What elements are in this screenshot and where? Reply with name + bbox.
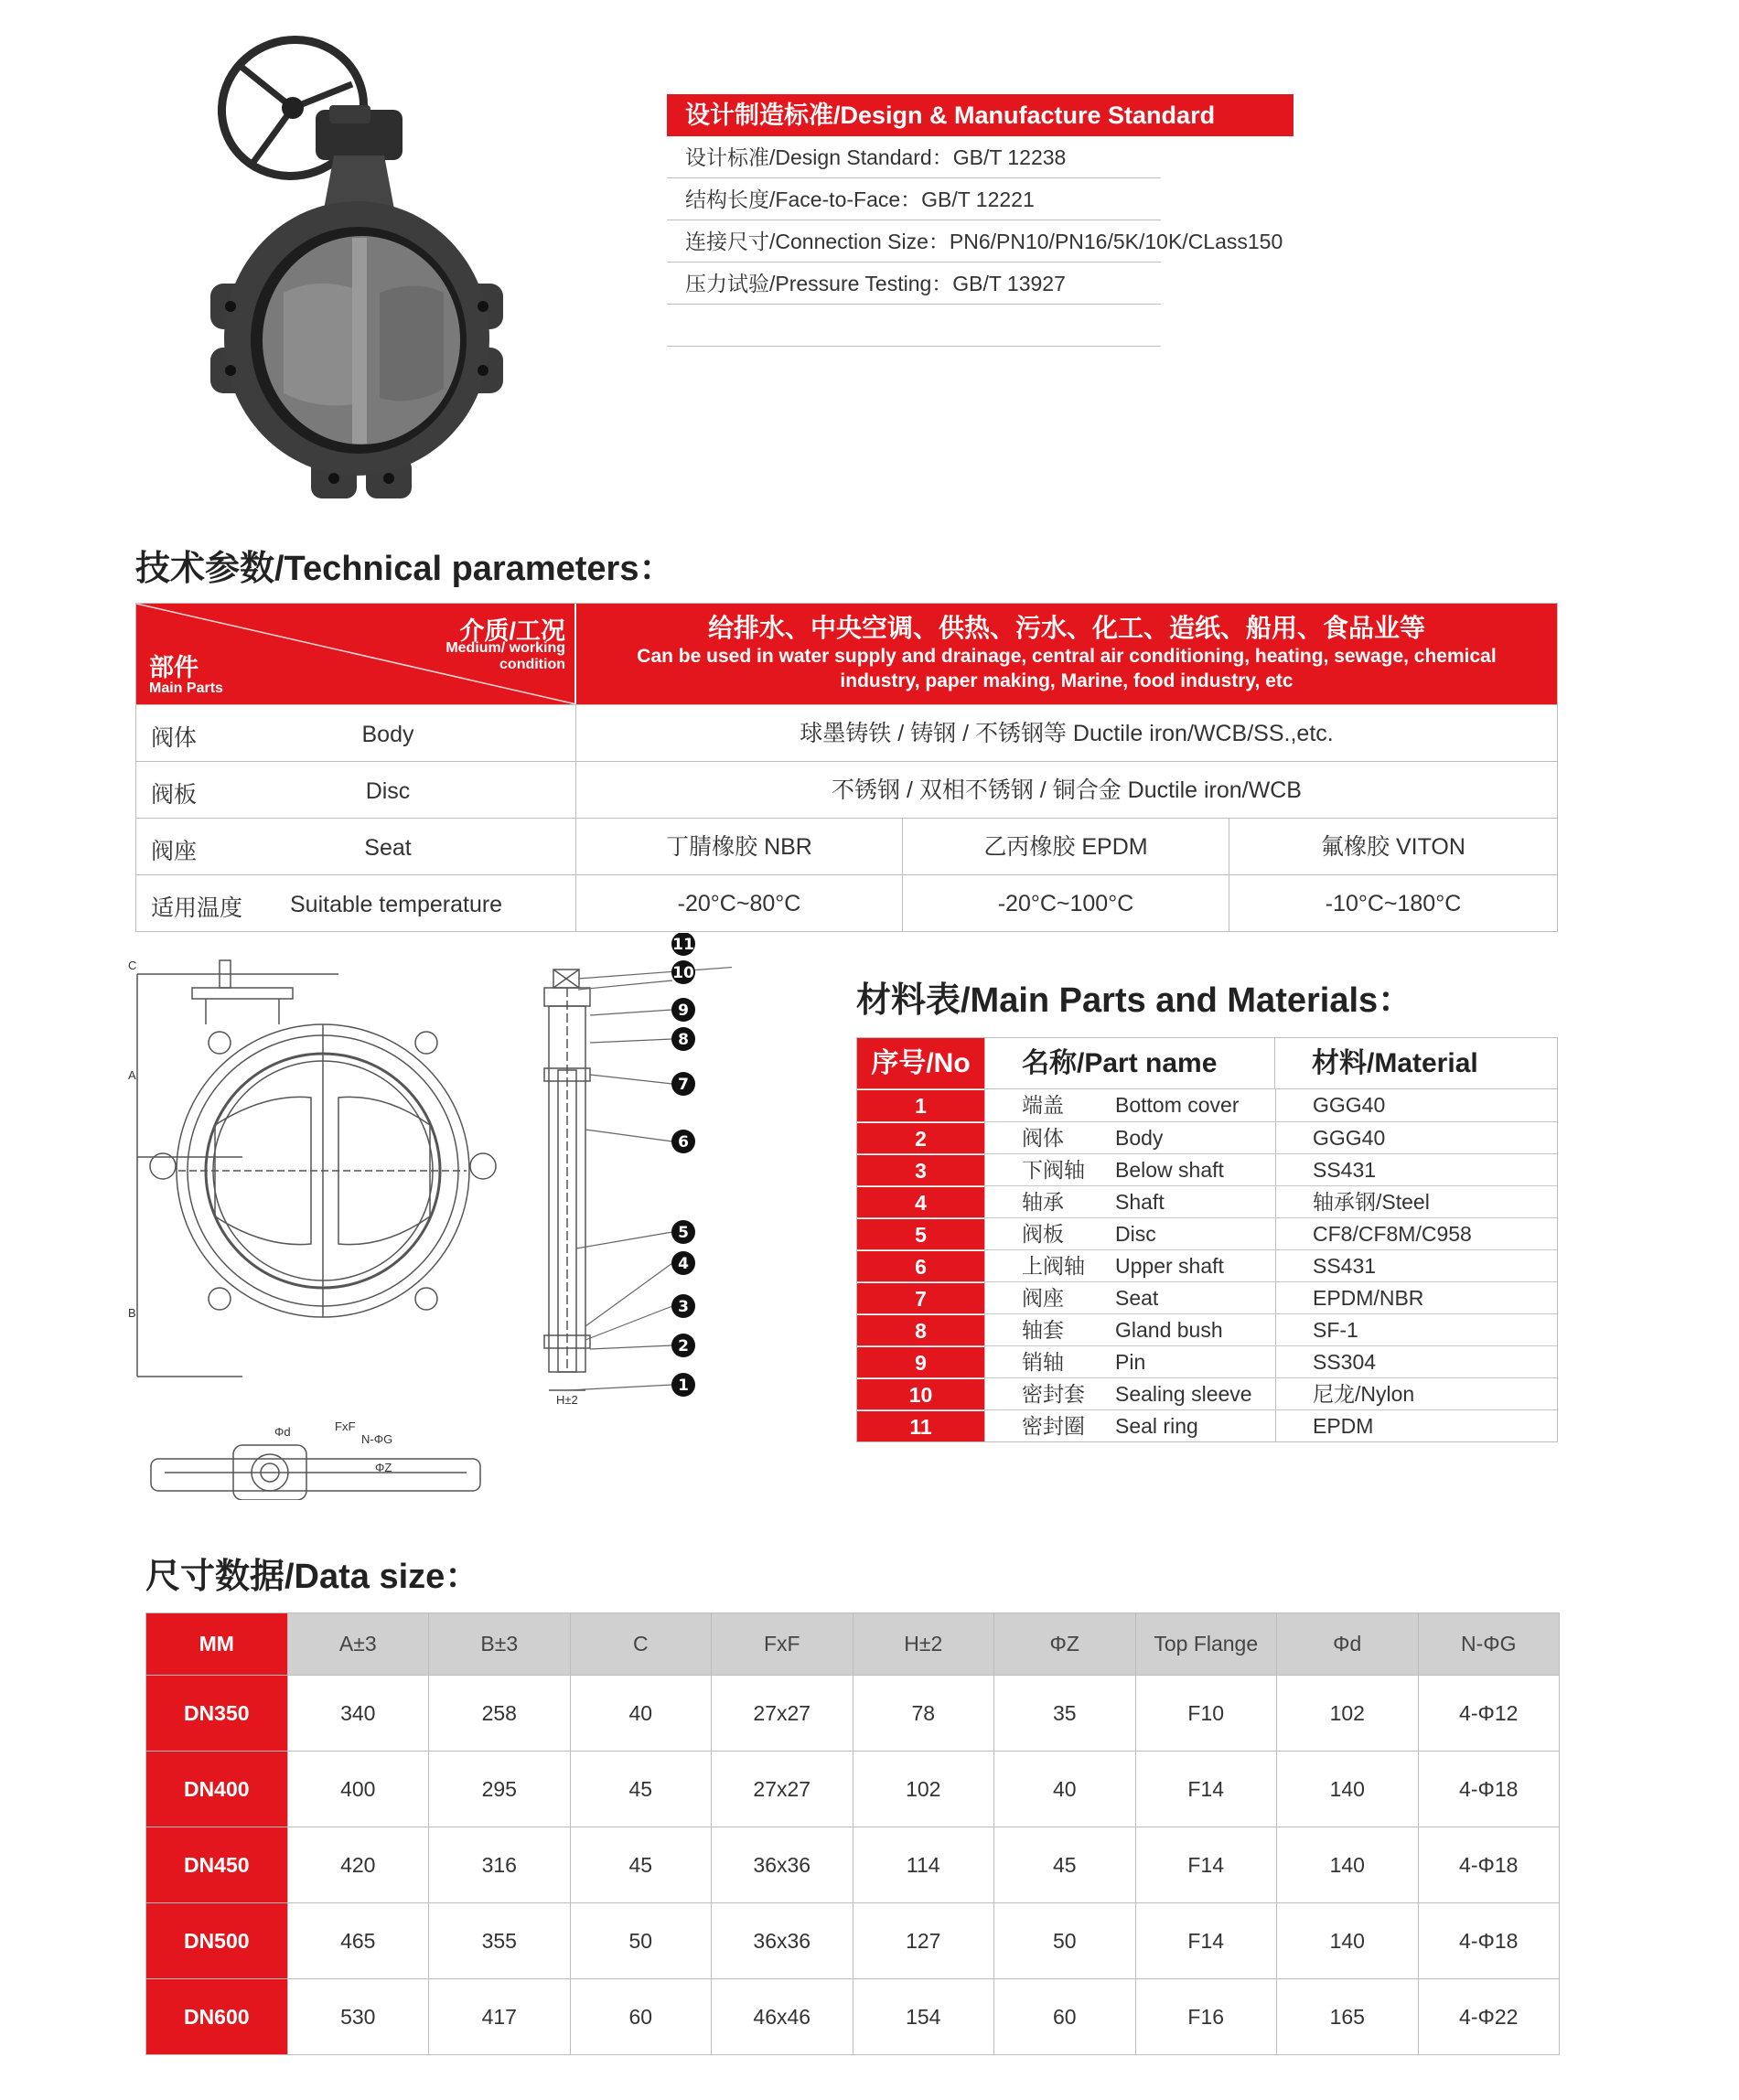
dim-label-a: A bbox=[128, 1068, 136, 1082]
svg-text:11: 11 bbox=[672, 936, 694, 954]
part-name-en: Upper shaft bbox=[1115, 1254, 1224, 1278]
part-en: Body bbox=[361, 722, 414, 747]
part-name-en: Gland bush bbox=[1115, 1318, 1223, 1342]
dim-label-phid: Φd bbox=[274, 1425, 291, 1439]
header-part-name: 名称/Part name bbox=[984, 1038, 1274, 1088]
size-cell: F10 bbox=[1135, 1676, 1277, 1752]
seat-nbr: 丁腈橡胶 NBR bbox=[576, 819, 903, 874]
header-mm: MM bbox=[146, 1613, 288, 1676]
medium-label-cn: 介质/工况 bbox=[459, 617, 565, 645]
technical-parameters-heading: 技术参数/Technical parameters： bbox=[135, 550, 674, 588]
engineering-drawings bbox=[128, 933, 732, 1500]
header-ng: N-ΦG bbox=[1418, 1613, 1560, 1676]
size-cell: 165 bbox=[1277, 1979, 1419, 2055]
valve-body bbox=[210, 201, 503, 498]
tech-row-temperature bbox=[136, 874, 1557, 931]
face-to-face-row: 结构长度/Face-to-Face：GB/T 12221 bbox=[667, 178, 1161, 220]
part-no: 10 bbox=[857, 1378, 984, 1409]
size-cell: 40 bbox=[570, 1676, 712, 1752]
svg-text:2: 2 bbox=[678, 1337, 689, 1355]
connection-size-row: 连接尺寸/Connection Size：PN6/PN10/PN16/5K/10K/CLass150 bbox=[667, 220, 1161, 262]
svg-text:7: 7 bbox=[678, 1076, 689, 1094]
part-cn: 阀体 bbox=[151, 725, 198, 751]
dim-label-b: B bbox=[128, 1306, 136, 1320]
size-cell: 102 bbox=[853, 1752, 994, 1827]
size-cell: 295 bbox=[429, 1752, 571, 1827]
side-view-drawing bbox=[544, 970, 590, 1390]
size-cell: F14 bbox=[1135, 1752, 1277, 1827]
front-view-drawing bbox=[137, 960, 496, 1377]
part-no: 8 bbox=[857, 1314, 984, 1345]
table-row bbox=[857, 1121, 1557, 1153]
body-material: 球墨铸铁 / 铸钢 / 不锈钢等 Ductile iron/WCB/SS.,etc. bbox=[800, 721, 1334, 746]
size-table-header bbox=[146, 1613, 1560, 1676]
tech-row-disc bbox=[136, 761, 1557, 818]
part-material: EPDM bbox=[1275, 1410, 1557, 1441]
part-name-en: Seat bbox=[1115, 1286, 1159, 1310]
part-material: GGG40 bbox=[1275, 1122, 1557, 1153]
table-row bbox=[857, 1089, 1557, 1121]
size-cell: 36x36 bbox=[712, 1903, 853, 1979]
part-cn: 阀座 bbox=[151, 839, 198, 864]
part-name-en: Bottom cover bbox=[1115, 1093, 1240, 1117]
size-cell: 4-Φ18 bbox=[1418, 1827, 1560, 1903]
dim-label-fxf: FxF bbox=[335, 1420, 356, 1433]
size-cell: 4-Φ12 bbox=[1418, 1676, 1560, 1752]
tech-header-corner bbox=[136, 604, 576, 704]
callout-5 bbox=[671, 1220, 695, 1244]
size-dn: DN500 bbox=[146, 1903, 288, 1979]
size-cell: 417 bbox=[429, 1979, 571, 2055]
part-name-en: Seal ring bbox=[1115, 1414, 1198, 1438]
part-no: 6 bbox=[857, 1250, 984, 1281]
size-cell: 465 bbox=[287, 1903, 429, 1979]
design-standard-block bbox=[667, 94, 1294, 347]
part-name-en: Pin bbox=[1115, 1350, 1146, 1374]
part-no: 1 bbox=[857, 1089, 984, 1121]
part-no: 2 bbox=[857, 1122, 984, 1153]
svg-text:1: 1 bbox=[678, 1377, 689, 1395]
application-header bbox=[576, 604, 1557, 704]
application-en: Can be used in water supply and drainage, central air conditioning, heating, sewage, chemical industry, paper making, Marine, food industry, etc bbox=[637, 646, 1497, 691]
size-cell: 154 bbox=[853, 1979, 994, 2055]
size-cell: 78 bbox=[853, 1676, 994, 1752]
svg-text:6: 6 bbox=[678, 1133, 689, 1152]
svg-text:10: 10 bbox=[672, 964, 694, 982]
part-material: 尼龙/Nylon bbox=[1275, 1378, 1557, 1409]
table-row bbox=[857, 1313, 1557, 1345]
callout-3 bbox=[671, 1294, 695, 1318]
svg-text:8: 8 bbox=[678, 1031, 689, 1049]
part-name-cn: 下阀轴 bbox=[984, 1154, 1115, 1185]
part-name-en: Shaft bbox=[1115, 1190, 1165, 1214]
standard-blank-row bbox=[667, 305, 1161, 347]
part-cn: 适用温度 bbox=[151, 895, 243, 921]
dim-label-phiz-text: ΦZ bbox=[375, 1461, 392, 1474]
part-material: SS431 bbox=[1275, 1154, 1557, 1185]
medium-label-en: Medium/ working condition bbox=[445, 640, 565, 672]
part-material: 轴承钢/Steel bbox=[1275, 1186, 1557, 1217]
size-cell: 355 bbox=[429, 1903, 571, 1979]
part-no: 11 bbox=[857, 1410, 984, 1441]
size-cell: 50 bbox=[570, 1903, 712, 1979]
callout-2 bbox=[671, 1334, 695, 1357]
size-cell: 316 bbox=[429, 1827, 571, 1903]
parts-table-body bbox=[857, 1089, 1557, 1441]
data-size-table bbox=[145, 1612, 1560, 2055]
svg-text:9: 9 bbox=[678, 1002, 689, 1020]
size-cell: 36x36 bbox=[712, 1827, 853, 1903]
size-dn: DN600 bbox=[146, 1979, 288, 2055]
butterfly-valve-photo bbox=[183, 18, 531, 512]
technical-parameters-table bbox=[135, 603, 1558, 932]
size-cell: 46x46 bbox=[712, 1979, 853, 2055]
callout-11 bbox=[671, 933, 695, 956]
size-cell: 60 bbox=[994, 1979, 1136, 2055]
size-cell: 4-Φ18 bbox=[1418, 1752, 1560, 1827]
callout-7 bbox=[671, 1072, 695, 1096]
size-cell: 400 bbox=[287, 1752, 429, 1827]
tech-row-seat bbox=[136, 818, 1557, 874]
size-cell: 340 bbox=[287, 1676, 429, 1752]
size-cell: 140 bbox=[1277, 1752, 1419, 1827]
size-cell: 127 bbox=[853, 1903, 994, 1979]
part-material: SS431 bbox=[1275, 1250, 1557, 1281]
size-cell: 530 bbox=[287, 1979, 429, 2055]
part-name-cn: 端盖 bbox=[984, 1089, 1115, 1121]
header-b: B±3 bbox=[429, 1613, 571, 1676]
size-cell: 102 bbox=[1277, 1676, 1419, 1752]
size-dn: DN400 bbox=[146, 1752, 288, 1827]
dim-label-h: H±2 bbox=[556, 1393, 578, 1407]
size-cell: 4-Φ22 bbox=[1418, 1979, 1560, 2055]
table-row bbox=[146, 1752, 1560, 1827]
header-h: H±2 bbox=[853, 1613, 994, 1676]
table-row bbox=[857, 1185, 1557, 1217]
dim-label-c: C bbox=[128, 959, 137, 972]
parts-label-cn: 部件 bbox=[149, 654, 199, 681]
table-row bbox=[857, 1409, 1557, 1441]
svg-text:5: 5 bbox=[678, 1224, 689, 1242]
part-name-en: Below shaft bbox=[1115, 1158, 1224, 1182]
size-cell: 4-Φ18 bbox=[1418, 1903, 1560, 1979]
part-name-cn: 阀体 bbox=[984, 1122, 1115, 1153]
part-no: 4 bbox=[857, 1186, 984, 1217]
table-row bbox=[146, 1676, 1560, 1752]
size-cell: F14 bbox=[1135, 1827, 1277, 1903]
svg-text:4: 4 bbox=[678, 1255, 689, 1273]
size-cell: 420 bbox=[287, 1827, 429, 1903]
size-cell: 114 bbox=[853, 1827, 994, 1903]
disc-material: 不锈钢 / 双相不锈钢 / 铜合金 Ductile iron/WCB bbox=[832, 777, 1302, 803]
parts-label-en: Main Parts bbox=[149, 680, 223, 696]
part-en: Suitable temperature bbox=[290, 892, 503, 917]
part-name-cn: 轴承 bbox=[984, 1186, 1115, 1217]
table-row bbox=[146, 1979, 1560, 2055]
header-fxf: FxF bbox=[712, 1613, 853, 1676]
part-material: SF-1 bbox=[1275, 1314, 1557, 1345]
part-material: SS304 bbox=[1275, 1346, 1557, 1377]
callout-8 bbox=[671, 1027, 695, 1051]
header-top-flange: Top Flange bbox=[1135, 1613, 1277, 1676]
temp-epdm: -20°C~100°C bbox=[903, 875, 1229, 931]
size-cell: F16 bbox=[1135, 1979, 1277, 2055]
part-no: 5 bbox=[857, 1218, 984, 1249]
part-name-en: Body bbox=[1115, 1126, 1164, 1150]
seat-viton: 氟橡胶 VITON bbox=[1321, 834, 1465, 860]
part-name-en: Disc bbox=[1115, 1222, 1156, 1246]
size-cell: 27x27 bbox=[712, 1676, 853, 1752]
callout-1 bbox=[671, 1373, 695, 1397]
top-view-drawing bbox=[151, 1445, 480, 1500]
data-size-heading: 尺寸数据/Data size： bbox=[145, 1558, 480, 1596]
header-phiz: ΦZ bbox=[994, 1613, 1136, 1676]
part-no: 9 bbox=[857, 1346, 984, 1377]
part-name-cn: 密封圈 bbox=[984, 1410, 1115, 1441]
size-cell: 45 bbox=[570, 1827, 712, 1903]
size-cell: 50 bbox=[994, 1903, 1136, 1979]
temp-viton: -10°C~180°C bbox=[1325, 891, 1462, 916]
temp-nbr: -20°C~80°C bbox=[576, 875, 903, 931]
header-c: C bbox=[570, 1613, 712, 1676]
size-cell: 45 bbox=[570, 1752, 712, 1827]
size-cell: 140 bbox=[1277, 1903, 1419, 1979]
part-no: 3 bbox=[857, 1154, 984, 1185]
table-row bbox=[857, 1249, 1557, 1281]
part-material: CF8/CF8M/C958 bbox=[1275, 1218, 1557, 1249]
callout-9 bbox=[671, 998, 695, 1022]
header-no: 序号/No bbox=[857, 1038, 984, 1088]
header-phid: Φd bbox=[1277, 1613, 1419, 1676]
size-dn: DN450 bbox=[146, 1827, 288, 1903]
part-material: EPDM/NBR bbox=[1275, 1282, 1557, 1313]
size-cell: 60 bbox=[570, 1979, 712, 2055]
header-material: 材料/Material bbox=[1274, 1038, 1557, 1088]
parts-materials-table bbox=[856, 1037, 1558, 1442]
table-row bbox=[857, 1153, 1557, 1185]
table-row bbox=[857, 1345, 1557, 1377]
dim-label-ng: N-ΦG bbox=[361, 1432, 393, 1446]
table-row bbox=[857, 1377, 1557, 1409]
size-cell: 140 bbox=[1277, 1827, 1419, 1903]
size-cell: 40 bbox=[994, 1752, 1136, 1827]
size-cell: F14 bbox=[1135, 1903, 1277, 1979]
tech-table-header bbox=[136, 604, 1557, 704]
tech-row-body bbox=[136, 704, 1557, 761]
table-row bbox=[146, 1903, 1560, 1979]
part-en: Seat bbox=[364, 835, 412, 861]
callout-4 bbox=[671, 1251, 695, 1275]
callout-10 bbox=[671, 960, 695, 984]
part-name-cn: 阀座 bbox=[984, 1282, 1115, 1313]
part-name-cn: 销轴 bbox=[984, 1346, 1115, 1377]
part-cn: 阀板 bbox=[151, 782, 198, 808]
size-cell: 35 bbox=[994, 1676, 1136, 1752]
part-name-cn: 轴套 bbox=[984, 1314, 1115, 1345]
svg-text:3: 3 bbox=[678, 1298, 689, 1316]
design-standard-title: 设计制造标准/Design & Manufacture Standard bbox=[667, 94, 1294, 136]
seat-epdm: 乙丙橡胶 EPDM bbox=[903, 819, 1229, 874]
pressure-testing-row: 压力试验/Pressure Testing：GB/T 13927 bbox=[667, 262, 1161, 305]
part-name-cn: 上阀轴 bbox=[984, 1250, 1115, 1281]
part-name-cn: 密封套 bbox=[984, 1378, 1115, 1409]
part-name-cn: 阀板 bbox=[984, 1218, 1115, 1249]
parts-table-header bbox=[857, 1038, 1557, 1089]
application-cn: 给排水、中央空调、供热、污水、化工、造纸、船用、食品业等 bbox=[707, 614, 1425, 642]
table-row bbox=[146, 1827, 1560, 1903]
header-a: A±3 bbox=[287, 1613, 429, 1676]
callout-6 bbox=[671, 1130, 695, 1153]
part-name-en: Sealing sleeve bbox=[1115, 1382, 1252, 1406]
part-en: Disc bbox=[365, 778, 411, 804]
size-cell: 27x27 bbox=[712, 1752, 853, 1827]
design-standard-row: 设计标准/Design Standard：GB/T 12238 bbox=[667, 136, 1161, 178]
table-row bbox=[857, 1217, 1557, 1249]
parts-materials-heading: 材料表/Main Parts and Materials： bbox=[856, 981, 1413, 1020]
size-cell: 45 bbox=[994, 1827, 1136, 1903]
part-material: GGG40 bbox=[1275, 1089, 1557, 1121]
table-row bbox=[857, 1281, 1557, 1313]
part-no: 7 bbox=[857, 1282, 984, 1313]
size-dn: DN350 bbox=[146, 1676, 288, 1752]
size-cell: 258 bbox=[429, 1676, 571, 1752]
